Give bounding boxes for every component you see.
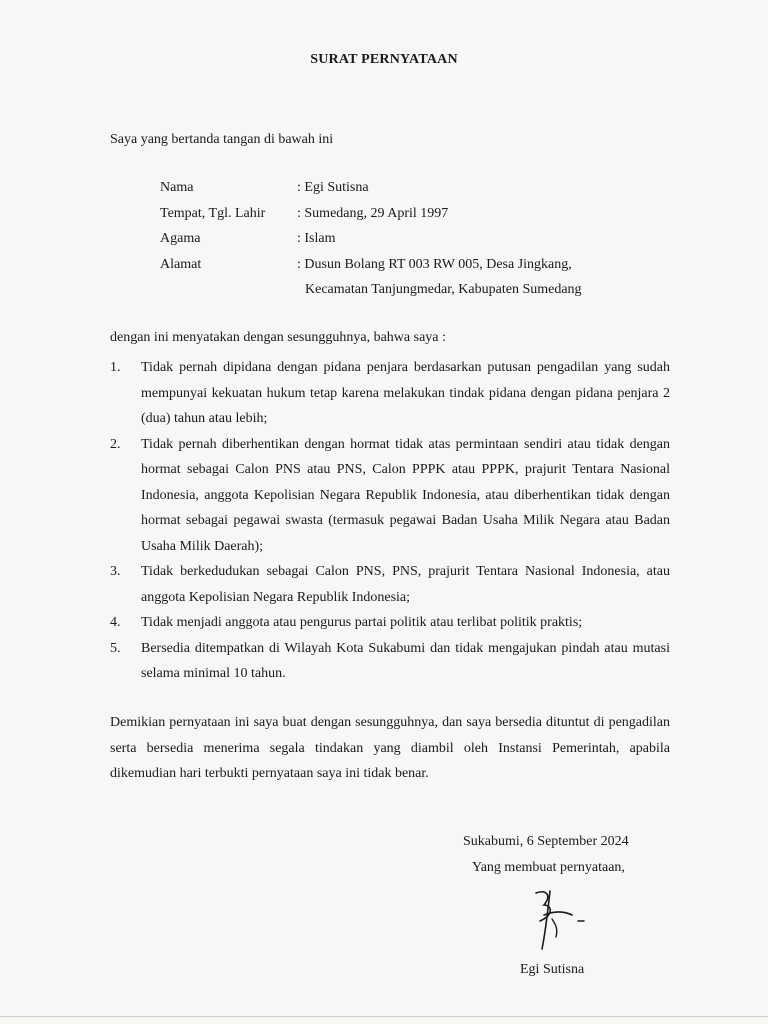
list-text: Tidak pernah dipidana dengan pidana penjara berdasarkan putusan pengadilan yang sudah mempunyai kekuatan hukum tetap karena melakukan tindak pidana dengan pidana penjara 2 (dua) tahun atau lebih; xyxy=(141,360,670,426)
handwritten-signature xyxy=(530,885,590,955)
list-text: Tidak berkedudukan sebagai Calon PNS, PNS, prajurit Tentara Nasional Indonesia, atau anggota Kepolisian Negara Republik Indonesia; xyxy=(141,564,670,605)
identity-value: : Islam xyxy=(297,231,336,246)
signature-place-date: Sukabumi, 6 September 2024 xyxy=(463,834,629,849)
list-number: 5. xyxy=(110,640,121,656)
identity-value: : Dusun Bolang RT 003 RW 005, Desa Jingkang, xyxy=(297,256,572,272)
signature-name: Egi Sutisna xyxy=(520,962,585,977)
identity-table xyxy=(160,179,582,307)
signature-role: Yang membuat pernyataan, xyxy=(472,860,625,875)
identity-label: Alamat xyxy=(160,256,202,272)
list-item xyxy=(110,432,670,560)
identity-label-empty xyxy=(160,281,297,307)
statement-list xyxy=(110,355,670,687)
document-title: SURAT PERNYATAAN xyxy=(310,52,458,67)
identity-value-continuation: Kecamatan Tanjungmedar, Kabupaten Sumedang xyxy=(305,282,582,297)
list-number: 1. xyxy=(110,360,121,375)
identity-label: Tempat, Tgl. Lahir xyxy=(160,205,266,221)
list-number: 4. xyxy=(110,615,121,630)
list-item xyxy=(110,355,670,432)
list-item xyxy=(110,559,670,610)
identity-label: Agama xyxy=(160,231,201,246)
intro-text: Saya yang bertanda tangan di bawah ini xyxy=(110,132,334,147)
identity-row-address xyxy=(160,256,582,282)
identity-row-name xyxy=(160,179,582,205)
declaration-intro: dengan ini menyatakan dengan sesungguhnya, bahwa saya : xyxy=(110,330,446,345)
list-number: 3. xyxy=(110,564,121,579)
list-item xyxy=(110,636,670,687)
list-text: Tidak menjadi anggota atau pengurus partai politik atau terlibat politik praktis; xyxy=(141,615,583,630)
list-number: 2. xyxy=(110,436,121,452)
identity-row-religion xyxy=(160,230,582,256)
list-text: Tidak pernah diberhentikan dengan hormat tidak atas permintaan sendiri atau tidak dengan hormat sebagai Calon PNS atau PNS, Calon PPPK atau PPPK, prajurit Tentara Nasional Indonesia, anggota Kepolisian Negara Republik Indonesia, atau diberhentikan tidak dengan hormat sebagai pegawai swasta (termasuk pegawai Badan Usaha Milik Negara atau Badan Usaha Milik Daerah); xyxy=(141,436,670,554)
identity-row-address-cont xyxy=(160,281,582,307)
page-edge-line xyxy=(0,1016,768,1017)
identity-row-birth xyxy=(160,205,582,231)
list-item xyxy=(110,610,670,636)
closing-paragraph: Demikian pernyataan ini saya buat dengan sesungguhnya, dan saya bersedia dituntut di pengadilan serta bersedia menerima segala tindakan yang diambil oleh Instansi Pemerintah, apabila dikemudian hari terbukti pernyataan saya ini tidak benar. xyxy=(110,715,670,781)
identity-label: Nama xyxy=(160,180,194,195)
identity-value: : Sumedang, 29 April 1997 xyxy=(297,205,449,221)
identity-value: : Egi Sutisna xyxy=(297,180,369,195)
list-text: Bersedia ditempatkan di Wilayah Kota Sukabumi dan tidak mengajukan pindah atau mutasi selama minimal 10 tahun. xyxy=(141,640,670,681)
